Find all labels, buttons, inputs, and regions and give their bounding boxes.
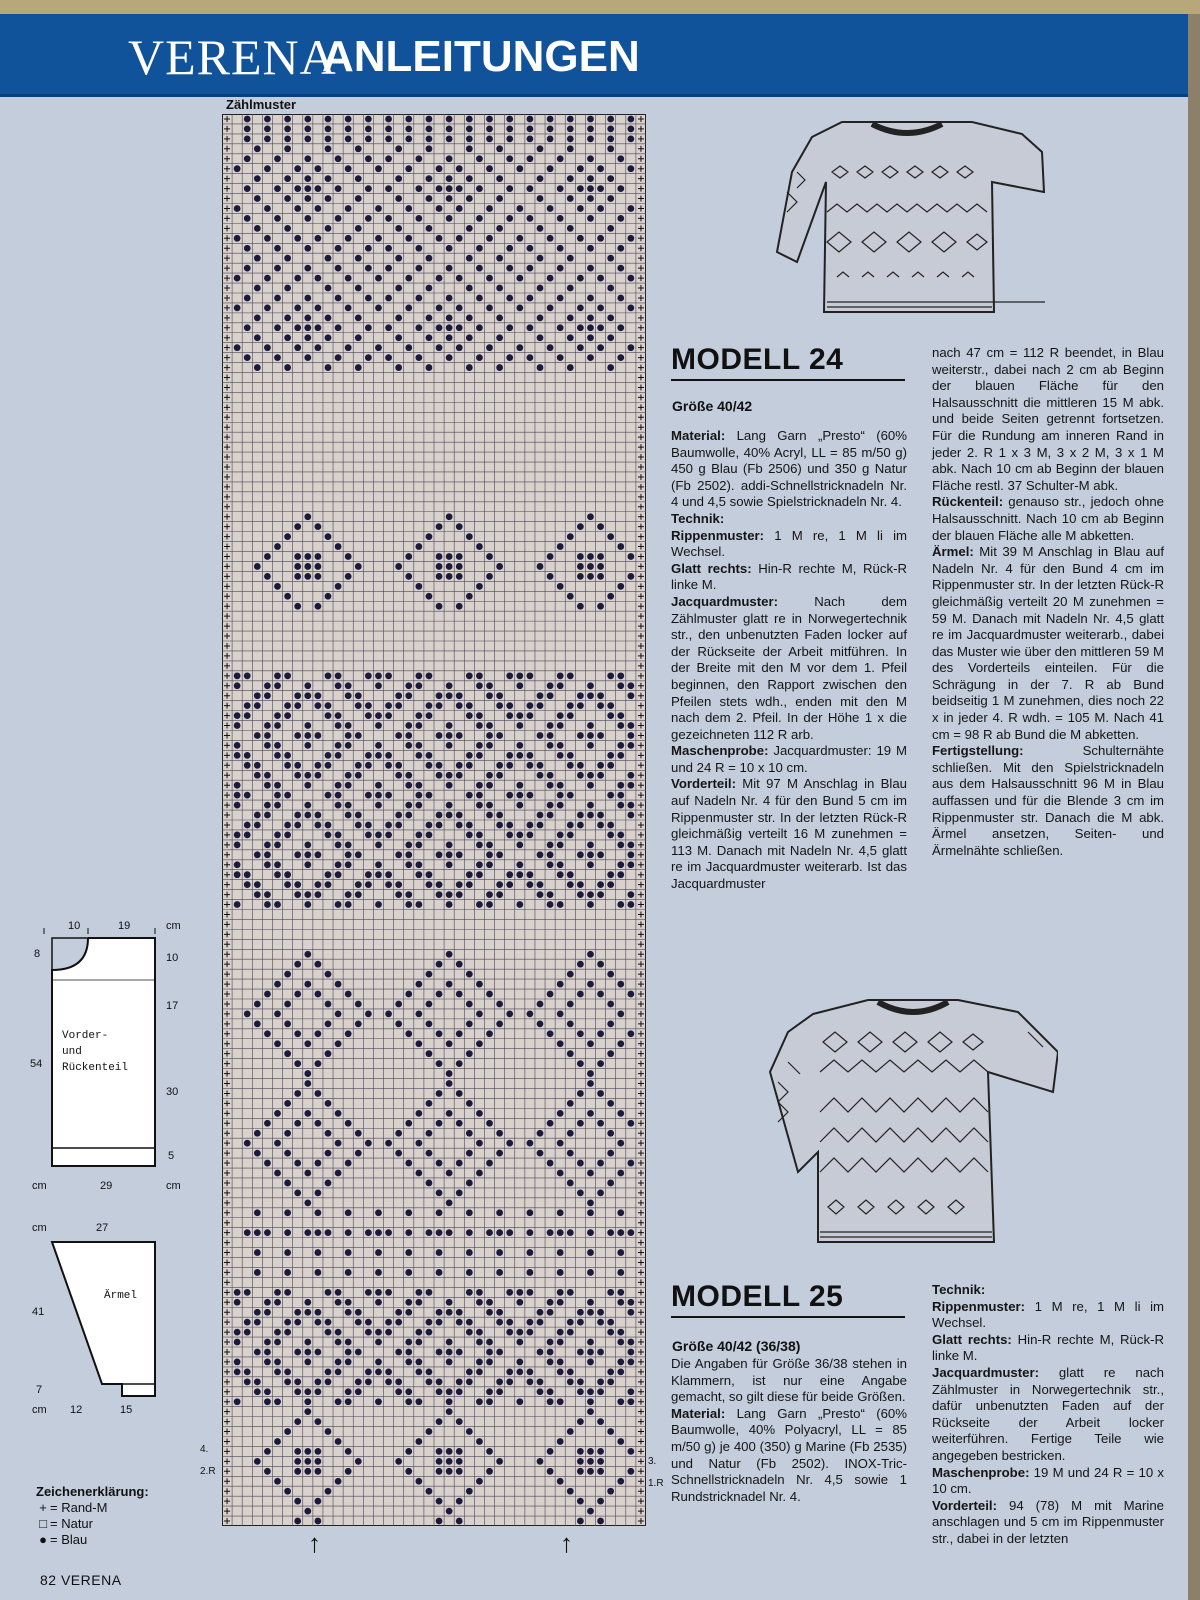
legend-item-natur xyxy=(36,1516,149,1532)
page-top-edge xyxy=(0,0,1200,14)
paragraph-text: 19 M und 24 R = 10 x 10 cm. xyxy=(932,1464,1164,1497)
paragraph-heading: Fertigstellung: xyxy=(932,743,1024,759)
schematic-body-right-low: 30 xyxy=(166,1086,179,1098)
schematic-body-top-left: 10 xyxy=(68,920,81,932)
schematic-body-unit-top: cm xyxy=(166,920,181,932)
row-label-4: 4. xyxy=(200,1444,209,1455)
plus-icon: + xyxy=(39,1500,47,1515)
paragraph-heading: Maschenprobe: xyxy=(932,1464,1030,1480)
schematic-sleeve-unit-top: cm xyxy=(32,1222,47,1234)
knitting-chart xyxy=(222,114,646,1526)
legend-item-rand xyxy=(36,1500,149,1516)
paragraph-text: Schulternähte schließen. Mit den Spielstricknadeln aus dem Halsausschnitt 96 M in Blau auffassen und für die Blende 3 cm im Rippenmuster str. Danach die M abk. Ärmel ansetzen, Seiten- und Ärmelnähte schließen. xyxy=(932,743,1164,858)
filled-dot-icon: ● xyxy=(39,1532,47,1547)
paragraph-heading: Jacquardmuster: xyxy=(671,593,779,609)
paragraph-text: 1 M re, 1 M li im Wechsel. xyxy=(671,527,907,560)
paragraph-text: glatt re nach Zählmuster in Norwegertechnik str., dafür unbenutzten Faden auf der Rückseite der Arbeit locker weiterführen. Fertige Teile wie angegeben bestricken. xyxy=(932,1364,1164,1463)
paragraph-heading: Technik: xyxy=(671,510,725,526)
paragraph-text: Hin-R rechte M, Rück-R linke M. xyxy=(671,560,907,593)
schematic-sleeve-label: Ärmel xyxy=(104,1290,138,1302)
schematic-body-top-right: 19 xyxy=(118,920,131,932)
instruction-paragraph xyxy=(671,1406,907,1506)
paragraph-heading: Rippenmuster: xyxy=(671,527,765,543)
paragraph-text: Lang Garn „Presto“ (60% Baumwolle, 40% Polyacryl, LL = 85 m/50 g) je 400 (350) g Marine (Fb 2535) und Natur (Fb 2502). INOX-Tric-Schnellstricknadeln Nr. 4,5 sowie 1 Rundstricknadel Nr. 4. xyxy=(671,1405,907,1504)
schematic-body-label-2: und xyxy=(62,1046,82,1058)
modell-24-size: Größe 40/42 xyxy=(672,398,753,414)
row-label-1: 1.R xyxy=(648,1478,664,1489)
schematic-sleeve-height: 41 xyxy=(32,1306,45,1318)
row-label-2: 2.R xyxy=(200,1466,216,1477)
paragraph-heading: Ärmel: xyxy=(932,544,974,560)
schematic-sleeve-bund: 7 xyxy=(36,1384,43,1396)
instruction-paragraph xyxy=(932,544,1164,743)
sleeve-schematic xyxy=(30,1236,190,1416)
legend-label-blau: = Blau xyxy=(50,1532,88,1547)
instruction-paragraph xyxy=(932,1282,1164,1299)
instruction-paragraph xyxy=(671,776,907,892)
schematic-body-right-mid: 17 xyxy=(166,1000,179,1012)
page-header xyxy=(0,14,1194,97)
paragraph-heading: Glatt rechts: xyxy=(671,560,752,576)
repeat-start-arrow-icon: ↑ xyxy=(308,1528,321,1558)
instruction-paragraph xyxy=(932,494,1164,544)
paragraph-text: Lang Garn „Presto“ (60% Baumwolle, 40% Acryl, LL = 85 m/50 g) 450 g Blau (Fb 2506) und 350 g Natur (Fb 2502). addi-Schnellstricknadeln Nr. 4 und 4,5 sowie Spielstricknadeln Nr. 4. xyxy=(671,428,907,510)
instruction-paragraph xyxy=(932,1365,1164,1465)
chart-legend xyxy=(36,1484,149,1548)
modell-25-column-2 xyxy=(932,1282,1164,1548)
instruction-paragraph xyxy=(671,743,907,776)
chart-grid xyxy=(222,114,646,1526)
modell-24-column-2 xyxy=(932,345,1164,859)
paragraph-heading: Rippenmuster: xyxy=(932,1298,1026,1314)
paragraph-heading: Material: xyxy=(671,428,726,443)
paragraph-text: Mit 39 M Anschlag in Blau auf Nadeln Nr. 4 für den Bund 4 cm im Rippenmuster str. In der letzten Rück-R gleichmäßig verteilt 20 M zunehmen = 59 M. Danach mit Nadeln Nr. 4,5 glatt re im Jacquardmuster weiterarb., dabei das Muster wie über den mittleren 59 M des Vorderteils einteilen. Für die Schrägung in der 7. R ab Bund beidseitig 1 M zunehmen, dies noch 22 x in jeder 4. R wdh. = 105 M. Nach 41 cm = 98 R ab Bund die M abketten. xyxy=(932,544,1164,742)
paragraph-text: Die Angaben für Größe 36/38 stehen in Klammern, ist nur eine Angabe gemacht, so gilt diese für beide Größen. xyxy=(671,1356,907,1405)
paragraph-heading: Vorderteil: xyxy=(932,1497,997,1513)
schematic-body-neck-depth: 8 xyxy=(34,948,41,960)
instruction-paragraph xyxy=(671,428,907,511)
instruction-paragraph xyxy=(932,1299,1164,1332)
schematic-sleeve-bottom-right: 15 xyxy=(120,1404,133,1416)
schematic-body-bottom: 29 xyxy=(100,1180,113,1192)
instruction-paragraph xyxy=(932,1465,1164,1498)
modell-25-title: MODELL 25 xyxy=(671,1280,905,1318)
instruction-paragraph xyxy=(932,743,1164,859)
row-label-3: 3. xyxy=(648,1456,657,1467)
page-binding-edge xyxy=(1188,14,1200,1600)
section-title: ANLEITUNGEN xyxy=(322,32,640,81)
paragraph-heading: Maschenprobe: xyxy=(671,743,769,759)
paragraph-text: Mit 97 M Anschlag in Blau auf Nadeln Nr. 4 für den Bund 5 cm im Rippenmuster str. In der letzten Rück-R gleichmäßig verteilt 16 M zunehmen = 113 M. Danach mit Nadeln Nr. 4,5 glatt re im Jacquardmuster weiterarb. Ist das Jacquardmuster xyxy=(671,776,907,892)
instruction-paragraph xyxy=(932,1498,1164,1548)
page-footer: 82 VERENA xyxy=(40,1572,122,1588)
instruction-paragraph xyxy=(671,528,907,561)
schematic-body-unit-br: cm xyxy=(166,1180,181,1192)
paragraph-text: Jacquardmuster: 19 M und 24 R = 10 x 10 cm. xyxy=(671,743,907,775)
schematic-body-right-neck: 10 xyxy=(166,952,179,964)
legend-label-natur: = Natur xyxy=(50,1516,93,1531)
paragraph-text: nach 47 cm = 112 R beendet, in Blau weiterstr., dabei nach 2 cm ab Beginn der blauen Fläche für den Halsausschnitt die mittleren 15 M abk. und beide Seiten getrennt fortsetzen. Für die Rundung am inneren Rand in jeder 2. R 1 x 3 M, 3 x 2 M, 3 x 1 M abk. Nach 10 cm ab Beginn der blauen Fläche restl. 37 Schulter-M abk. xyxy=(932,345,1164,493)
paragraph-text: 1 M re, 1 M li im Wechsel. xyxy=(932,1298,1164,1331)
paragraph-heading: Technik: xyxy=(932,1282,986,1297)
instruction-paragraph xyxy=(671,561,907,594)
paragraph-text: 94 (78) M mit Marine anschlagen und 5 cm im Rippenmuster str., dabei in der letzten xyxy=(932,1497,1164,1546)
sweater-illustration-modell-25 xyxy=(768,992,1058,1254)
modell-24-column-1 xyxy=(671,428,907,893)
instruction-paragraph xyxy=(671,594,907,743)
legend-label-rand: = Rand-M xyxy=(50,1500,108,1515)
paragraph-text: Nach dem Zählmuster glatt re in Norwegertechnik str., den unbenutzten Faden locker auf der Rückseite der Arbeit mitführen. In der Breite mit den M vor dem 1. Pfeil beginnen, den Rapport zwischen den Pfeilen stets wdh., enden mit den M nach dem 2. Pfeil. In der Höhe 1 x die gezeichneten 112 R arb. xyxy=(671,593,907,742)
instruction-paragraph xyxy=(932,1332,1164,1365)
paragraph-heading: Rückenteil: xyxy=(932,494,1004,510)
schematic-body-label-3: Rückenteil xyxy=(62,1062,129,1074)
paragraph-heading: Glatt rechts: xyxy=(932,1331,1012,1347)
paragraph-heading: Jacquardmuster: xyxy=(932,1364,1040,1380)
paragraph-heading: Material: xyxy=(671,1405,726,1421)
modell-25-column-1 xyxy=(671,1356,907,1505)
legend-title: Zeichenerklärung: xyxy=(36,1484,149,1499)
schematic-sleeve-top: 27 xyxy=(96,1222,109,1234)
schematic-sleeve-bottom-left: 12 xyxy=(70,1404,83,1416)
chart-label: Zählmuster xyxy=(226,97,297,112)
schematic-sleeve-unit-bl: cm xyxy=(32,1404,47,1416)
paragraph-text: genauso str., jedoch ohne Halsausschnitt. Nach 10 cm ab Beginn der blauen Fläche alle M abketten. xyxy=(932,494,1164,543)
instruction-paragraph xyxy=(932,345,1164,494)
schematic-body-bund: 5 xyxy=(168,1150,175,1162)
instruction-paragraph xyxy=(671,1356,907,1406)
repeat-end-arrow-icon: ↑ xyxy=(560,1528,573,1558)
brand-logo: VERENA xyxy=(128,29,337,85)
paragraph-text: Hin-R rechte M, Rück-R linke M. xyxy=(932,1331,1164,1364)
schematic-body-unit-bl: cm xyxy=(32,1180,47,1192)
paragraph-heading: Vorderteil: xyxy=(671,776,736,792)
modell-25-size: Größe 40/42 (36/38) xyxy=(672,1338,801,1354)
sweater-illustration-modell-24 xyxy=(772,112,1052,322)
modell-24-title: MODELL 24 xyxy=(671,343,905,381)
instruction-paragraph xyxy=(671,511,907,528)
empty-square-icon: □ xyxy=(39,1516,47,1531)
schematic-body-label-1: Vorder- xyxy=(62,1030,109,1042)
legend-item-blau xyxy=(36,1532,149,1548)
schematic-body-height: 54 xyxy=(30,1058,43,1070)
